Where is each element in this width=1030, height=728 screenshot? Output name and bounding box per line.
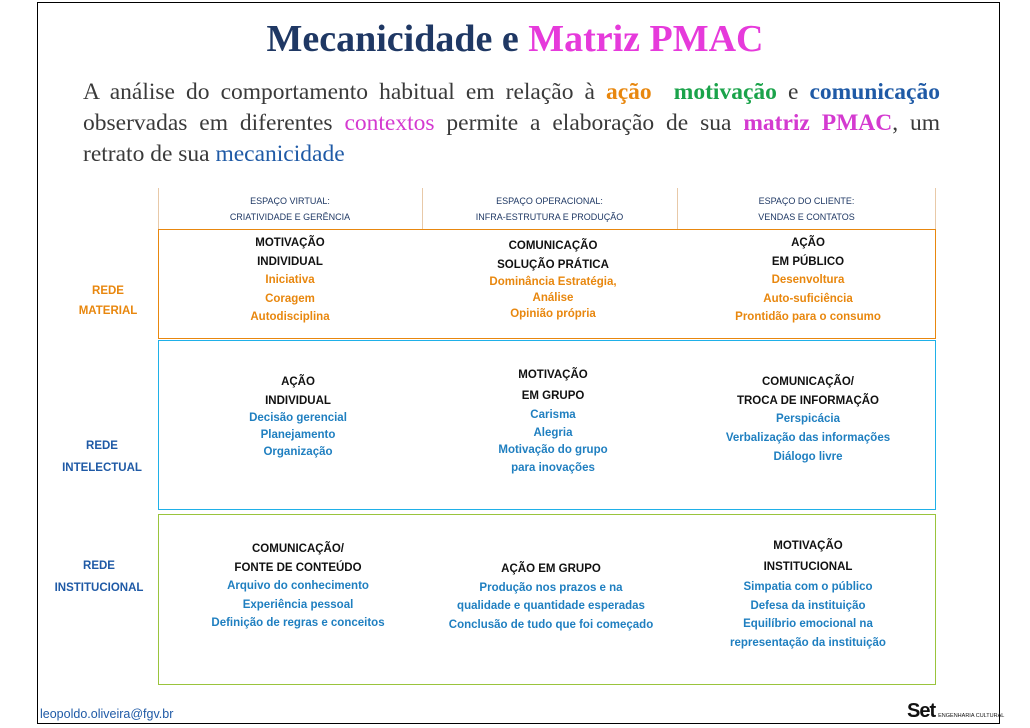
intro-mecanicidade: mecanicidade <box>215 141 345 167</box>
cell-key: COMUNICAÇÃO <box>508 240 598 252</box>
cell-value: Conclusão de tudo que foi começado <box>448 618 654 631</box>
cell-key: TROCA DE INFORMAÇÃO <box>736 394 880 407</box>
cell-value: Equilíbrio emocional na <box>743 618 873 630</box>
cell-key: EM GRUPO <box>521 390 585 402</box>
row-label-line: INTELECTUAL <box>62 462 142 474</box>
cell-material-cliente <box>698 234 918 327</box>
cell-value: Perspicácia <box>776 413 840 425</box>
row-divider-institucional-bottom <box>158 684 936 685</box>
intro-paragraph <box>83 77 940 170</box>
row-label-line: REDE <box>83 560 115 572</box>
cell-key: AÇÃO <box>281 376 315 388</box>
cell-value: Prontidão para o consumo <box>735 311 881 323</box>
column-header-line: ESPAÇO VIRTUAL: <box>250 196 330 206</box>
cell-value: Arquivo do conhecimento <box>227 580 369 592</box>
intro-text: , um retrato de sua <box>83 110 941 167</box>
cell-value: Diálogo livre <box>773 451 843 463</box>
cell-material-operacional <box>448 237 658 322</box>
cell-key: FONTE DE CONTEÚDO <box>234 561 362 574</box>
cell-key: COMUNICAÇÃO/ <box>762 376 854 388</box>
cell-key: COMUNICAÇÃO/ <box>252 543 344 555</box>
cell-value: Desenvoltura <box>771 274 845 286</box>
grid-divider <box>935 514 936 684</box>
logo-mark: Set <box>907 700 936 722</box>
cell-value: Motivação do grupo <box>498 444 608 456</box>
cell-key: AÇÃO <box>791 237 825 249</box>
row-divider-institucional <box>158 514 936 515</box>
cell-key: INDIVIDUAL <box>257 255 323 268</box>
author-email: leopoldo.oliveira@fgv.br <box>40 707 174 721</box>
cell-value: Alegria <box>533 426 573 439</box>
row-label-institucional <box>40 555 158 599</box>
cell-institucional-cliente <box>698 536 918 652</box>
cell-material-virtual <box>198 234 382 327</box>
cell-intelectual-virtual <box>198 373 398 461</box>
cell-institucional-virtual <box>188 540 408 633</box>
intro-text: permite a elaboração de sua <box>434 110 744 136</box>
column-header-cliente <box>677 188 936 228</box>
title-part-matriz-pmac: Matriz PMAC <box>528 18 764 60</box>
grid-divider <box>158 229 159 338</box>
cell-intelectual-operacional <box>448 365 658 477</box>
intro-contextos: contextos <box>344 110 435 136</box>
grid-divider <box>935 229 936 338</box>
cell-key: INDIVIDUAL <box>265 394 331 407</box>
cell-value: Defesa da instituição <box>750 599 866 612</box>
cell-value: Coragem <box>265 292 315 305</box>
intro-acao: ação <box>605 79 652 105</box>
cell-value: Auto-suficiência <box>763 292 853 305</box>
cell-value: Planejamento <box>260 429 336 441</box>
cell-value: Autodisciplina <box>250 311 330 323</box>
row-label-line: INSTITUCIONAL <box>54 582 144 594</box>
row-label-line: MATERIAL <box>78 305 138 317</box>
cell-value: qualidade e quantidade esperadas <box>457 600 645 612</box>
cell-value: representação da instituição <box>730 636 886 649</box>
column-header-line: ESPAÇO OPERACIONAL: <box>496 196 603 206</box>
cell-institucional-operacional <box>426 560 676 634</box>
cell-value: Decisão gerencial <box>249 412 347 424</box>
intro-text: observadas em diferentes <box>83 110 345 136</box>
cell-value: Opinião própria <box>510 308 596 320</box>
cell-key: MOTIVAÇÃO <box>255 237 325 249</box>
row-label-intelectual <box>52 435 152 479</box>
column-header-virtual <box>158 188 422 228</box>
title-part-mecanicidade: Mecanicidade e <box>266 18 529 60</box>
cell-intelectual-cliente <box>698 373 918 467</box>
row-label-material <box>58 281 158 321</box>
set-logo <box>907 700 1004 720</box>
page-title <box>0 17 1030 61</box>
intro-motivacao: motivação <box>673 79 777 105</box>
cell-value: Carisma <box>530 409 576 421</box>
cell-value: Dominância Estratégia, <box>489 276 617 288</box>
row-divider-material-bottom <box>158 338 936 339</box>
cell-key: MOTIVAÇÃO <box>773 540 843 552</box>
cell-value: Organização <box>263 446 333 458</box>
cell-key: EM PÚBLICO <box>771 255 845 268</box>
row-label-line: REDE <box>86 440 118 452</box>
row-divider-intelectual-bottom <box>158 509 936 510</box>
intro-text: A análise do comportamento habitual em relação à <box>83 79 606 105</box>
intro-text: e <box>776 79 810 105</box>
cell-key: INSTITUCIONAL <box>763 561 853 573</box>
column-header-operacional <box>422 188 677 228</box>
pmac-matrix <box>158 188 936 686</box>
cell-value: para inovações <box>511 461 595 474</box>
cell-key: MOTIVAÇÃO <box>518 369 588 381</box>
row-divider-material <box>158 229 936 230</box>
cell-value: Simpatia com o público <box>743 581 873 593</box>
grid-divider <box>158 514 159 684</box>
column-header-line: VENDAS E CONTATOS <box>758 212 855 222</box>
grid-divider <box>158 340 159 509</box>
intro-comunicacao: comunicação <box>809 79 940 105</box>
column-header-line: CRIATIVIDADE E GERÊNCIA <box>229 212 351 222</box>
logo-subtitle: ENGENHARIA CULTURAL <box>938 713 1005 719</box>
cell-key: SOLUÇÃO PRÁTICA <box>497 258 609 271</box>
row-divider-intelectual <box>158 340 936 341</box>
cell-value: Iniciativa <box>265 274 315 286</box>
cell-key: AÇÃO EM GRUPO <box>501 563 601 575</box>
grid-divider <box>935 340 936 509</box>
intro-matriz-pmac: matriz PMAC <box>743 110 893 136</box>
cell-value: Produção nos prazos e na <box>479 581 623 594</box>
row-label-line: REDE <box>92 285 124 297</box>
column-header-line: INFRA-ESTRUTURA E PRODUÇÃO <box>475 212 624 222</box>
cell-value: Verbalização das informações <box>725 432 891 444</box>
cell-value: Análise <box>532 292 574 304</box>
column-header-line: ESPAÇO DO CLIENTE: <box>758 196 855 206</box>
cell-value: Definição de regras e conceitos <box>211 617 385 629</box>
cell-value: Experiência pessoal <box>242 598 354 611</box>
